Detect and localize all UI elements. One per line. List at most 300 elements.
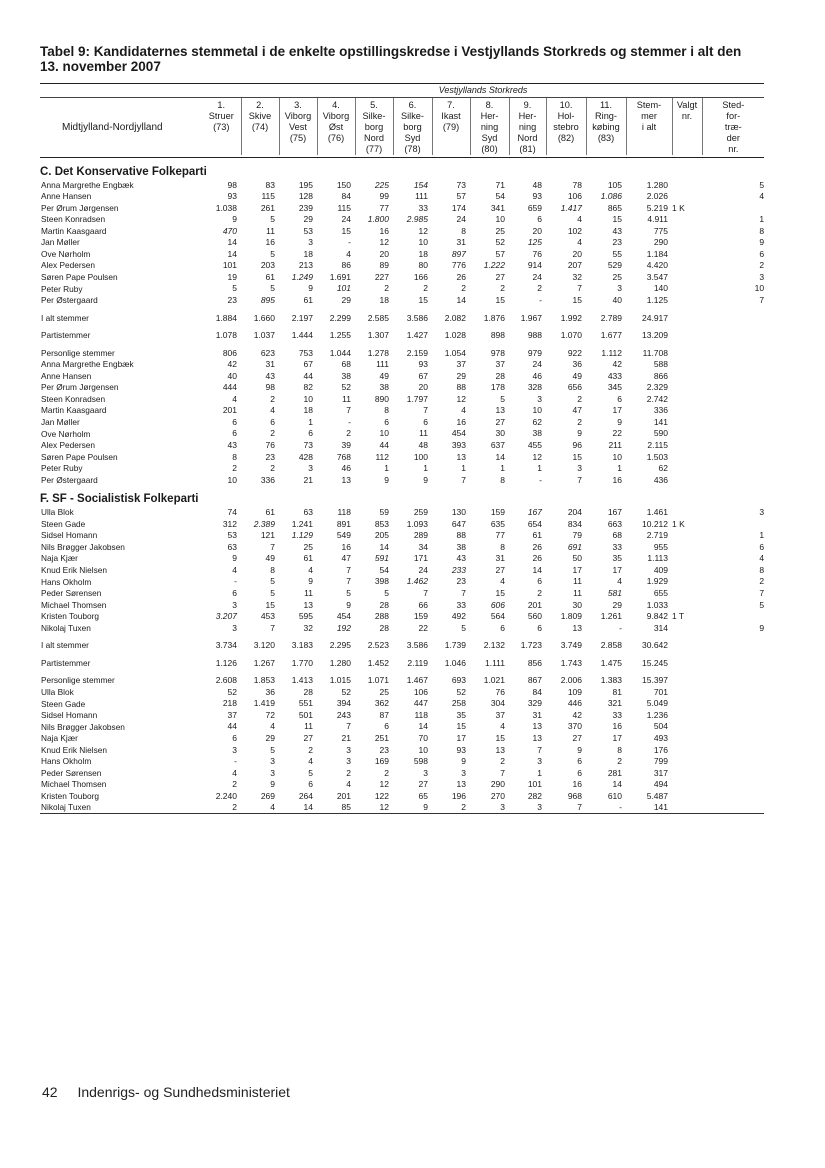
vote-cell: 35 (612, 553, 622, 564)
vote-cell: 328 (527, 382, 542, 393)
vote-cell: 31 (495, 553, 505, 564)
vote-cell: 6 (308, 779, 313, 790)
row-label: Martin Kaasgaard (41, 225, 107, 236)
vote-cell: 122 (374, 790, 389, 801)
vote-cell: 12 (418, 225, 428, 236)
stedfortraeder-cell (702, 611, 764, 623)
vote-cell: 1.261 (600, 611, 622, 622)
vote-cell: 73 (303, 440, 313, 450)
vote-cell: 1.280 (329, 657, 351, 668)
row-label: Personlige stemmer (41, 675, 115, 686)
valgt-cell (672, 260, 702, 272)
vote-cell: 26 (532, 541, 542, 552)
vote-cell: 3.586 (406, 640, 428, 651)
vote-cell: 1.992 (560, 312, 582, 323)
row-label: Ulla Blok (41, 686, 74, 697)
row-label: Ulla Blok (41, 507, 74, 518)
results-table (40, 83, 764, 814)
vote-cell: 63 (303, 507, 313, 518)
vote-cell: 8 (617, 744, 622, 755)
vote-cell: 86 (341, 260, 351, 271)
vote-cell: 891 (336, 518, 351, 529)
vote-cell: 6 (232, 428, 237, 439)
vote-cell: 15 (456, 721, 466, 732)
column-header: 9. Her- ning Nord (81) (509, 98, 546, 156)
vote-cell: 428 (298, 451, 313, 462)
vote-cell: 15 (495, 733, 505, 744)
vote-cell: 20 (418, 382, 428, 393)
column-header: 3. Viborg Vest (75) (279, 98, 317, 156)
vote-cell: 15 (418, 294, 428, 305)
vote-cell: 2.132 (483, 640, 505, 651)
table-body (40, 158, 764, 814)
vote-cell: 10 (418, 744, 428, 755)
vote-cell: 22 (612, 428, 622, 439)
stedfortraeder-cell (702, 744, 764, 756)
vote-cell: 49 (265, 553, 275, 564)
vote-cell: 1.800 (367, 214, 389, 225)
vote-cell: 171 (413, 553, 428, 564)
vote-cell: 27 (495, 271, 505, 282)
stedfortraeder-cell (702, 202, 764, 214)
vote-cell: 2 (270, 428, 275, 439)
valgt-cell (672, 248, 702, 260)
row-label: Nikolaj Tuxen (40, 802, 202, 814)
stedfortraeder-cell (702, 393, 764, 405)
total-cell: 1.280 (646, 179, 668, 190)
vote-cell: 61 (303, 553, 313, 564)
row-label: Knud Erik Nielsen (41, 565, 107, 576)
stedfortraeder-cell (702, 382, 764, 394)
vote-cell: 1.078 (215, 330, 237, 341)
vote-cell: 2 (537, 588, 542, 599)
vote-cell: 1.307 (367, 330, 389, 341)
valgt-cell (672, 779, 702, 791)
stedfortraeder-cell (702, 416, 764, 428)
vote-cell: 2.082 (444, 312, 466, 323)
vote-cell: 9 (232, 553, 237, 564)
vote-cell: 606 (490, 599, 505, 610)
stedfortraeder-cell: 1 (759, 214, 765, 225)
vote-cell: 581 (607, 588, 622, 599)
vote-cell: 9 (577, 428, 582, 439)
vote-cell: 12 (456, 393, 466, 404)
vote-cell: 43 (265, 370, 275, 381)
vote-cell: 27 (495, 564, 505, 575)
stedfortraeder-cell (702, 451, 764, 463)
valgt-cell (672, 451, 702, 463)
personal-breakdown-row (40, 451, 764, 463)
vote-cell: 834 (567, 518, 582, 529)
stedfortraeder-cell (702, 675, 764, 687)
vote-cell: 2.119 (407, 657, 428, 668)
vote-cell: 9 (577, 744, 582, 755)
vote-cell: 15 (341, 225, 351, 236)
vote-cell: 591 (374, 553, 389, 564)
valgt-cell (672, 507, 702, 519)
stedfortraeder-cell: 2 (759, 260, 765, 271)
vote-cell: 2 (270, 393, 275, 404)
vote-cell: 14 (612, 779, 622, 790)
vote-cell: 15 (265, 599, 275, 610)
vote-cell: 47 (572, 405, 582, 416)
vote-cell: 43 (456, 553, 466, 564)
vote-cell: 7 (270, 622, 275, 633)
vote-cell: 345 (607, 382, 622, 393)
vote-cell: 6 (577, 756, 582, 767)
valgt-cell (672, 564, 702, 576)
total-cell: 15.397 (642, 675, 668, 686)
row-label: Nils Brøgger Jakobsen (41, 541, 125, 552)
vote-cell: 6 (270, 416, 275, 427)
vote-cell: 25 (303, 541, 313, 552)
vote-cell: 201 (222, 405, 237, 416)
row-label: Peder Sørensen (41, 588, 102, 599)
vote-cell: 7 (346, 576, 351, 587)
valgt-cell (672, 225, 702, 237)
vote-cell: 7 (346, 721, 351, 732)
candidate-row (40, 283, 764, 295)
candidate-row (40, 530, 764, 542)
row-label: Knud Erik Nielsen (41, 744, 107, 755)
vote-cell: 11 (304, 721, 313, 732)
vote-cell: 11 (342, 393, 351, 404)
vote-cell: 3.749 (560, 640, 582, 651)
vote-cell: 11 (573, 576, 582, 587)
vote-cell: 227 (374, 271, 389, 282)
vote-cell: 38 (341, 370, 351, 381)
vote-cell: 167 (527, 507, 542, 518)
vote-cell: 2.985 (406, 214, 428, 225)
vote-cell: 25 (495, 225, 505, 236)
candidate-row (40, 541, 764, 553)
vote-cell: 18 (303, 248, 313, 259)
vote-cell: 3 (232, 744, 237, 755)
vote-cell: 1.809 (560, 611, 582, 622)
party-header-row (40, 158, 764, 180)
vote-cell: 25 (612, 271, 622, 282)
personal-breakdown-row (40, 790, 764, 802)
vote-cell: 3 (270, 756, 275, 767)
valgt-cell (672, 370, 702, 382)
vote-cell: 2 (384, 767, 389, 778)
vote-cell: 856 (527, 657, 542, 668)
vote-cell: 46 (532, 370, 542, 381)
vote-cell: 44 (227, 721, 237, 732)
total-cell: 775 (653, 225, 668, 236)
vote-cell: 7 (500, 767, 505, 778)
total-cell: 141 (653, 416, 668, 427)
vote-cell: 2.299 (329, 312, 351, 323)
vote-cell: 105 (607, 179, 622, 190)
vote-cell: 2.389 (253, 518, 275, 529)
vote-cell: 14 (379, 541, 389, 552)
row-label: Alex Pedersen (41, 440, 95, 451)
row-label: Michael Thomsen (41, 779, 107, 790)
vote-cell: 1 (537, 463, 542, 474)
valgt-cell (672, 271, 702, 283)
vote-cell: 43 (227, 440, 237, 450)
vote-cell: 84 (532, 686, 542, 697)
vote-cell: 1.071 (367, 675, 389, 686)
personal-breakdown-row (40, 779, 764, 791)
candidate-row (40, 191, 764, 203)
row-label: Søren Pape Poulsen (41, 272, 118, 282)
party-votes-row (40, 330, 764, 342)
vote-cell: 5 (270, 576, 275, 587)
row-label: Nils Brøgger Jakobsen (41, 721, 125, 732)
vote-cell: 7 (461, 588, 466, 599)
vote-cell: 1.278 (367, 347, 389, 358)
vote-cell: 33 (456, 599, 466, 610)
candidate-row (40, 260, 764, 272)
vote-cell: 73 (456, 179, 466, 190)
personal-breakdown-row (40, 733, 764, 745)
total-cell: 955 (653, 541, 668, 552)
vote-cell: 52 (341, 382, 351, 393)
total-cell: 3.547 (646, 271, 668, 282)
stedfortraeder-cell: 4 (759, 191, 765, 202)
vote-cell: 663 (607, 518, 622, 529)
vote-cell: 15 (572, 294, 582, 305)
vote-cell: 225 (374, 179, 389, 190)
vote-cell: 61 (265, 271, 275, 282)
total-cell: 62 (658, 463, 668, 474)
candidate-row (40, 576, 764, 588)
vote-cell: 1 (617, 463, 622, 474)
vote-cell: 1 (461, 463, 466, 474)
total-cell: 2.719 (646, 530, 668, 541)
valgt-cell (672, 675, 702, 687)
vote-cell: 16 (379, 225, 389, 236)
vote-cell: 1.444 (291, 330, 313, 341)
column-header: 6. Silke- borg Syd (78) (393, 98, 432, 156)
row-label: Jan Møller (41, 237, 80, 248)
stedfortraeder-cell (702, 405, 764, 417)
vote-cell: 42 (572, 709, 582, 720)
vote-cell: 4 (461, 405, 466, 416)
valgt-cell (672, 294, 702, 306)
vote-cell: 7 (346, 405, 351, 416)
vote-cell: 9 (393, 802, 432, 814)
vote-cell: 10 (227, 474, 237, 485)
vote-cell: 150 (336, 179, 351, 190)
total-cell: 290 (653, 237, 668, 248)
vote-cell: 281 (607, 767, 622, 778)
vote-cell: 1.691 (329, 271, 351, 282)
vote-cell: 239 (298, 202, 313, 213)
vote-cell: 88 (456, 382, 466, 393)
vote-cell: 20 (379, 248, 389, 259)
vote-cell: 84 (341, 191, 351, 202)
vote-cell: 24 (418, 564, 428, 575)
vote-cell: 118 (414, 709, 428, 720)
vote-cell: 2 (232, 463, 237, 474)
vote-cell: 42 (227, 359, 237, 370)
vote-cell: 6 (308, 428, 313, 439)
stedfortraeder-cell: 10 (754, 283, 765, 294)
valgt-cell (672, 744, 702, 756)
stedfortraeder-cell (702, 779, 764, 791)
vote-cell: 1.723 (520, 640, 542, 651)
vote-cell: 1.770 (291, 657, 313, 668)
vote-cell: - (539, 474, 542, 485)
vote-cell: 68 (341, 359, 351, 370)
vote-cell: 159 (490, 507, 505, 518)
vote-cell: 1.884 (215, 312, 237, 323)
vote-cell: 501 (298, 709, 313, 720)
vote-cell: 101 (527, 779, 542, 790)
vote-cell: 3.207 (215, 611, 237, 622)
vote-cell: 1.054 (444, 347, 466, 358)
vote-cell: 10 (379, 428, 389, 439)
total-cell: 590 (653, 428, 668, 439)
vote-cell: 44 (303, 370, 313, 381)
vote-cell: 1.452 (367, 657, 389, 668)
vote-cell: 18 (303, 405, 313, 416)
valgt-cell (672, 474, 702, 486)
vote-cell: 4 (308, 564, 313, 575)
total-cell: 588 (653, 359, 668, 370)
vote-cell: 17 (612, 733, 622, 744)
valgt-cell (672, 428, 702, 440)
vote-cell: 768 (336, 451, 351, 462)
candidate-row (40, 599, 764, 611)
candidate-row (40, 202, 764, 214)
vote-cell: 59 (379, 507, 389, 518)
valgt-cell (672, 576, 702, 588)
vote-cell: 77 (495, 530, 505, 541)
vote-cell: 2 (308, 744, 313, 755)
vote-cell: 2.197 (291, 312, 313, 323)
vote-cell: 897 (451, 248, 466, 259)
valgt-cell (672, 686, 702, 698)
vote-cell: 5 (308, 767, 313, 778)
vote-cell: 595 (298, 611, 313, 622)
vote-cell: 16 (612, 474, 622, 485)
vote-cell: 1.743 (560, 657, 582, 668)
vote-cell: 89 (379, 260, 389, 271)
vote-cell: 2 (461, 283, 466, 294)
stedfortraeder-cell (702, 721, 764, 733)
valgt-cell (672, 416, 702, 428)
vote-cell: 53 (227, 530, 237, 541)
total-cell: 2.742 (646, 393, 668, 404)
vote-cell: 14 (227, 248, 237, 259)
vote-cell: 36 (572, 359, 582, 370)
vote-cell: 9 (423, 474, 428, 485)
vote-cell: 111 (376, 359, 389, 370)
vote-cell: 174 (451, 202, 466, 213)
vote-cell: 2.295 (329, 640, 351, 651)
vote-cell: 128 (298, 191, 313, 202)
vote-cell: 12 (355, 802, 393, 814)
total-cell: 1.503 (646, 451, 668, 462)
stedfortraeder-cell (702, 709, 764, 721)
vote-cell: 454 (451, 428, 466, 439)
stedfortraeder-cell (702, 347, 764, 359)
personal-breakdown-row (40, 405, 764, 417)
vote-cell: 9 (461, 756, 466, 767)
vote-cell: 10 (418, 237, 428, 248)
region-header: Midtjylland-Nordjylland (62, 122, 163, 133)
stedfortraeder-cell (702, 428, 764, 440)
vote-cell: - (539, 294, 542, 305)
vote-cell: 26 (456, 271, 466, 282)
vote-cell: 6 (617, 393, 622, 404)
stedfortraeder-cell: 1 (759, 530, 765, 541)
vote-cell: 48 (418, 440, 428, 450)
vote-cell: 14 (279, 802, 317, 814)
valgt-cell (672, 553, 702, 565)
vote-cell: 101 (222, 260, 237, 271)
stedfortraeder-cell: 3 (759, 507, 765, 518)
vote-cell: 15 (572, 451, 582, 462)
vote-cell: 2 (577, 416, 582, 427)
vote-cell: 1.255 (329, 330, 351, 341)
vote-cell: 233 (451, 564, 466, 575)
candidate-row (40, 507, 764, 519)
vote-cell: 13 (532, 721, 542, 732)
vote-cell: - (348, 416, 351, 427)
vote-cell: 37 (495, 709, 505, 720)
row-label: Ove Nørholm (41, 428, 91, 439)
total-cell: 504 (653, 721, 668, 732)
vote-cell: 693 (451, 675, 466, 686)
total-cell: 701 (653, 686, 668, 697)
stedfortraeder-cell (702, 463, 764, 475)
total-cell: 5.049 (646, 698, 668, 709)
vote-cell: 87 (379, 709, 389, 720)
vote-cell: 806 (222, 347, 237, 358)
vote-cell: 11 (419, 428, 428, 439)
personal-breakdown-row (40, 756, 764, 768)
vote-cell: 446 (567, 698, 582, 709)
total-cell: 1.929 (646, 576, 668, 587)
vote-cell: 3 (537, 393, 542, 404)
vote-cell: 121 (260, 530, 275, 541)
vote-cell: 34 (418, 541, 428, 552)
vote-cell: 17 (612, 564, 622, 575)
vote-cell: 288 (374, 611, 389, 622)
vote-cell: 28 (495, 370, 505, 381)
vote-cell: 2 (423, 283, 428, 294)
vote-cell: 3.586 (406, 312, 428, 323)
vote-cell: 207 (567, 260, 582, 271)
vote-cell: - (348, 237, 351, 248)
vote-cell: 5 (270, 248, 275, 259)
vote-cell: 211 (608, 440, 622, 450)
vote-cell: 529 (607, 260, 622, 271)
valgt-cell (672, 214, 702, 226)
vote-cell: 2 (432, 802, 470, 814)
vote-cell: 52 (341, 686, 351, 697)
column-header: Valgt nr. (672, 98, 702, 156)
vote-cell: 7 (423, 588, 428, 599)
vote-cell: 1.419 (253, 698, 275, 709)
vote-cell: 290 (490, 779, 505, 790)
vote-cell: 1.093 (406, 518, 428, 529)
personal-breakdown-row (40, 428, 764, 440)
row-label: Peter Ruby (41, 463, 83, 474)
vote-cell: 261 (260, 202, 275, 213)
vote-cell: 560 (527, 611, 542, 622)
vote-cell: 93 (456, 744, 466, 755)
vote-cell: - (234, 576, 237, 587)
vote-cell: 24 (532, 359, 542, 370)
total-cell: 11.708 (642, 347, 668, 358)
candidate-row (40, 179, 764, 191)
